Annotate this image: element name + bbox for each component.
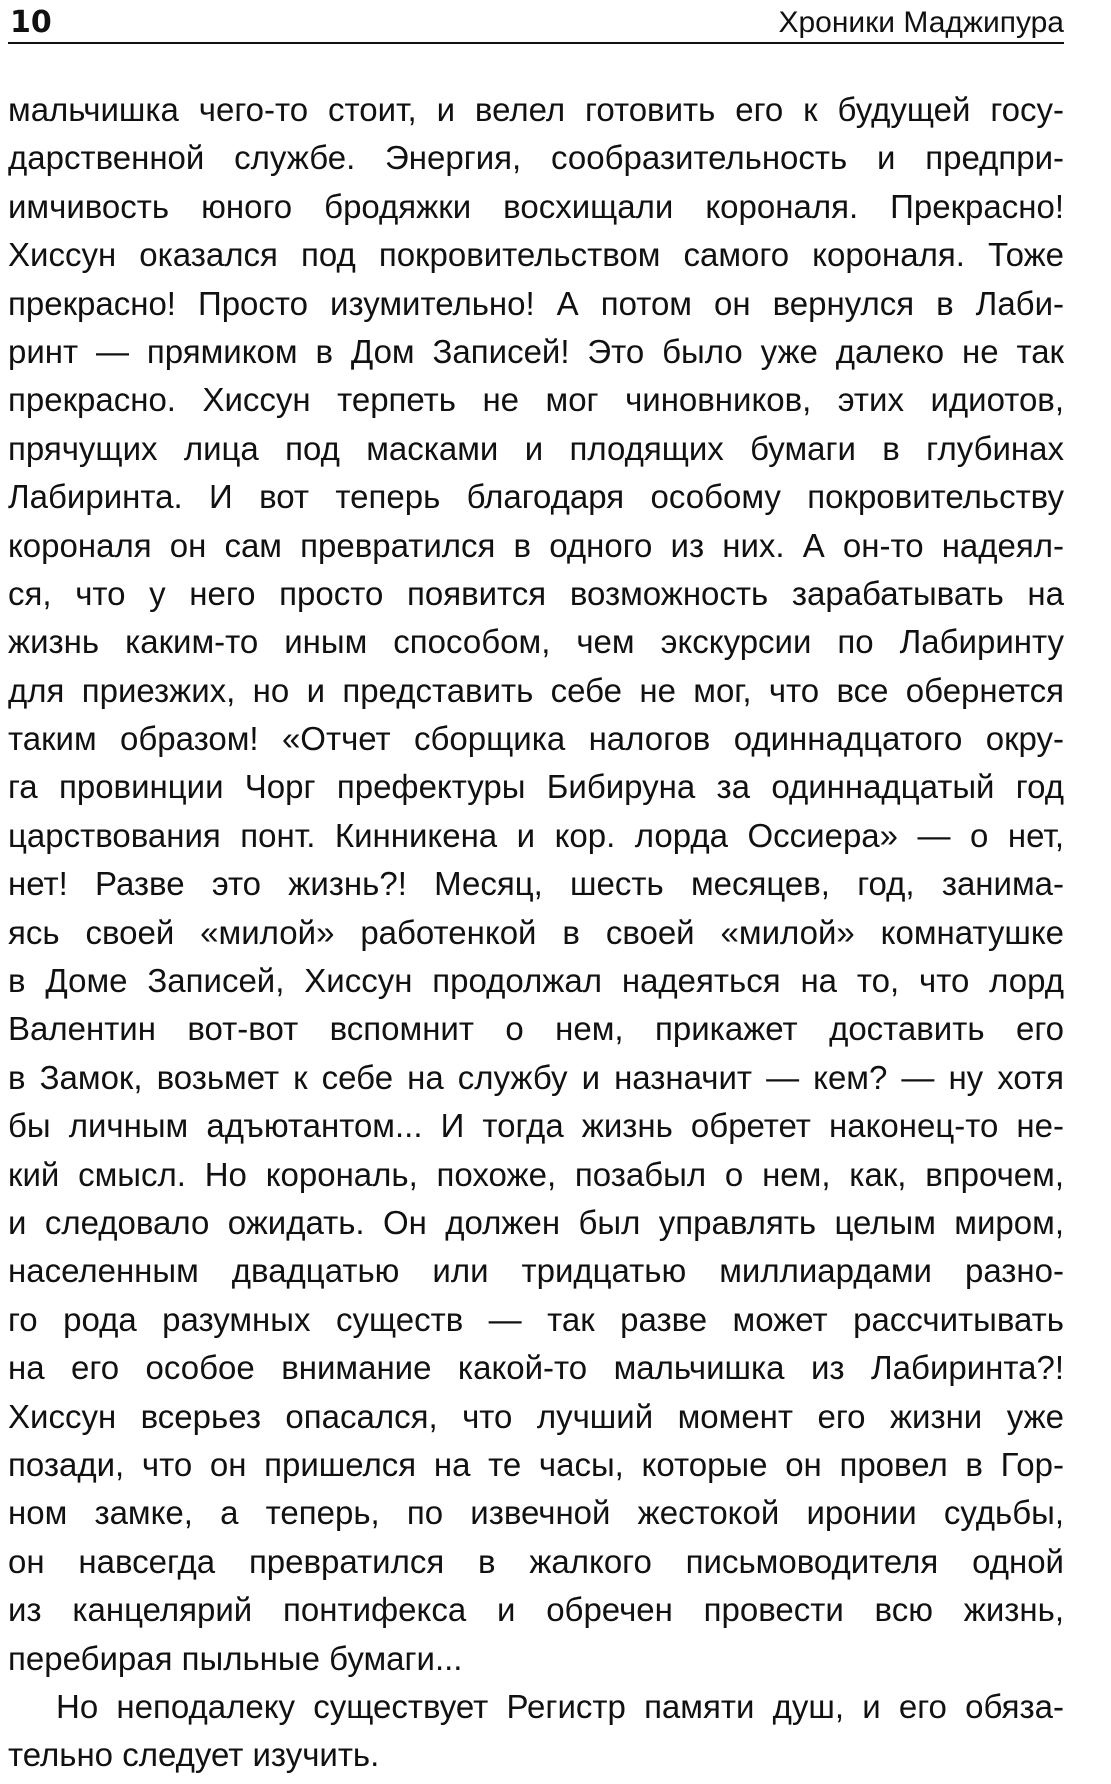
- text-line: мальчишка чего-то стоит, и велел готовить его к будущей госу-: [8, 91, 1064, 128]
- text-line: кий смысл. Но корональ, похоже, позабыл о нем, как, впрочем,: [8, 1155, 1064, 1193]
- text-line: бы личным адъютантом... И тогда жизнь обретет наконец-то не-: [8, 1107, 1064, 1145]
- body-text: [8, 86, 1064, 1780]
- page-header: [8, 4, 1064, 44]
- text-line: населенным двадцатью или тридцатью миллиардами разно-: [8, 1252, 1064, 1290]
- text-line: Хиссун всерьез опасался, что лучший момент его жизни уже: [8, 1397, 1064, 1435]
- text-line: дарственной службе. Энергия, сообразительность и предпри-: [8, 139, 1064, 177]
- text-line: прекрасно. Хиссун терпеть не мог чиновников, этих идиотов,: [8, 381, 1064, 419]
- text-line: ном замке, а теперь, по извечной жестокой иронии судьбы,: [8, 1494, 1064, 1532]
- text-line: прячущих лица под масками и плодящих бумаги в глубинах: [8, 429, 1064, 467]
- text-line: царствования понт. Кинникена и кор. лорда Оссиера» — о нет,: [8, 816, 1064, 854]
- text-line: ся, что у него просто появится возможность зарабатывать на: [8, 574, 1064, 612]
- text-line: для приезжих, но и представить себе не мог, что все обернется: [8, 671, 1064, 709]
- text-line: Хиссун оказался под покровительством самого короналя. Тоже: [8, 236, 1064, 274]
- text-line: в Доме Записей, Хиссун продолжал надеяться на то, что лорд: [8, 962, 1064, 1000]
- text-line: Но неподалеку существует Регистр памяти душ, и его обяза-: [56, 1687, 1064, 1725]
- text-line: го рода разумных существ — так разве может рассчитывать: [8, 1300, 1064, 1338]
- text-line: Лабиринта. И вот теперь благодаря особому покровительству: [8, 478, 1064, 516]
- text-line: Валентин вот-вот вспомнит о нем, прикажет доставить его: [8, 1010, 1064, 1048]
- text-line: перебирая пыльные бумаги...: [8, 1639, 463, 1677]
- text-line: из канцелярий понтифекса и обречен провести всю жизнь,: [8, 1591, 1064, 1629]
- text-line: прекрасно! Просто изумительно! А потом он вернулся в Лаби-: [8, 284, 1064, 322]
- page-number: 10: [10, 5, 52, 40]
- text-line: в Замок, возьмет к себе на службу и назначит — кем? — ну хотя: [8, 1058, 1064, 1096]
- text-line: таким образом! «Отчет сборщика налогов одиннадцатого окру-: [8, 720, 1064, 758]
- text-line: на его особое внимание какой-то мальчишка из Лабиринта?!: [8, 1349, 1064, 1387]
- text-line: нет! Разве это жизнь?! Месяц, шесть месяцев, год, занима-: [8, 865, 1064, 903]
- text-line: тельно следует изучить.: [8, 1736, 380, 1774]
- book-page: [8, 0, 1064, 1784]
- text-line: ринт — прямиком в Дом Записей! Это было уже далеко не так: [8, 332, 1064, 370]
- text-line: жизнь каким-то иным способом, чем экскурсии по Лабиринту: [8, 623, 1064, 661]
- text-line: и следовало ожидать. Он должен был управлять целым миром,: [8, 1203, 1064, 1241]
- text-line: ясь своей «милой» работенкой в своей «милой» комнатушке: [8, 913, 1064, 951]
- running-head: Хроники Маджипура: [778, 6, 1064, 39]
- text-line: короналя он сам превратился в одного из них. А он-то надеял-: [8, 526, 1064, 564]
- text-line: он навсегда превратился в жалкого письмоводителя одной: [8, 1542, 1064, 1580]
- text-line: га провинции Чорг префектуры Бибируна за одиннадцатый год: [8, 768, 1064, 806]
- text-line: имчивость юного бродяжки восхищали короналя. Прекрасно!: [8, 187, 1064, 225]
- text-line: позади, что он пришелся на те часы, которые он провел в Гор-: [8, 1445, 1064, 1483]
